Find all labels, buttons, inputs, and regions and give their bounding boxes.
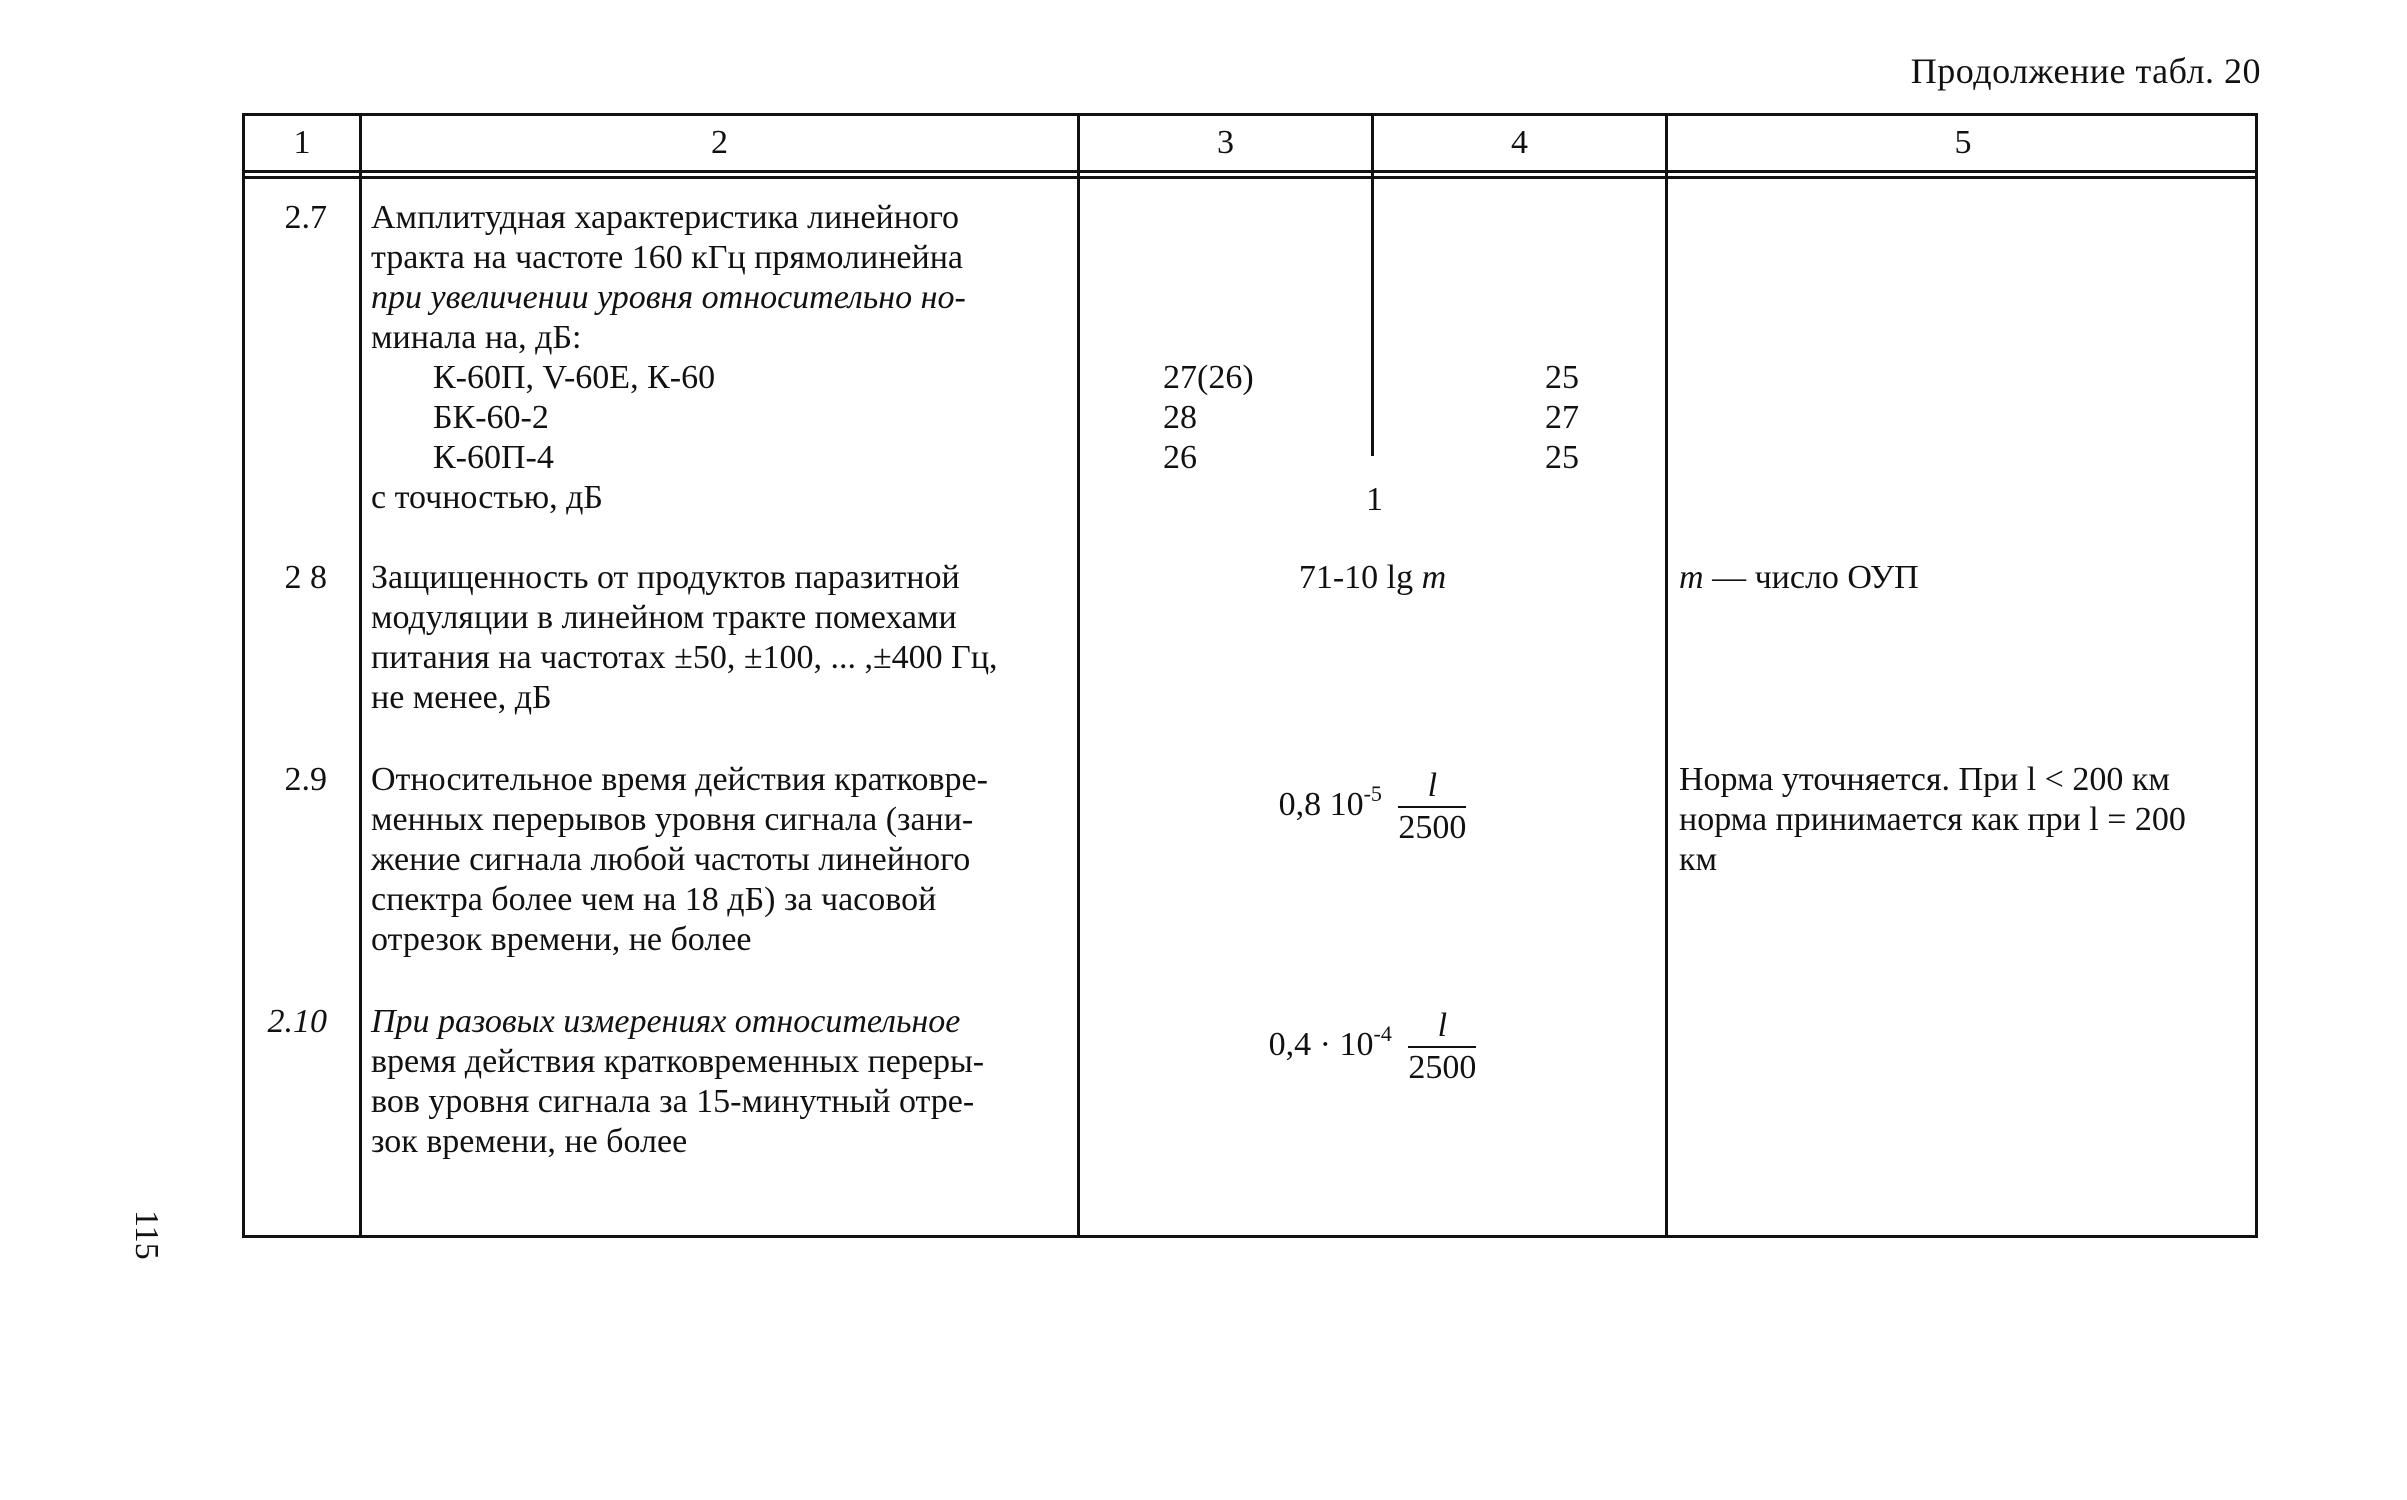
description-line: при увеличении уровня относительно но- bbox=[371, 279, 966, 316]
column-divider bbox=[359, 116, 362, 1235]
value-col3: 26 bbox=[1163, 439, 1197, 476]
note-line: норма принимается как при l = 200 bbox=[1679, 801, 2186, 838]
formula-exponent: -4 bbox=[1373, 1020, 1392, 1046]
description-line: вов уровня сигнала за 15-минутный отре- bbox=[371, 1083, 975, 1120]
sub-item-label: БК-60-2 bbox=[433, 399, 549, 436]
description-line bbox=[371, 1002, 1065, 1042]
fraction bbox=[1398, 766, 1466, 848]
column-header-4: 4 bbox=[1511, 124, 1528, 161]
note-line: км bbox=[1679, 841, 1718, 878]
description-line: минала на, дБ: bbox=[371, 319, 582, 356]
description-line: менных перерывов уровня сигнала (зани- bbox=[371, 801, 974, 838]
formula-coefficient: 0,4 · 10 bbox=[1268, 1025, 1374, 1063]
fraction-numerator: l bbox=[1408, 1006, 1476, 1048]
description-line: тракта на частоте 160 кГц прямолинейна bbox=[371, 239, 963, 276]
description-line: зок времени, не более bbox=[371, 1123, 688, 1160]
formula-text: 71-10 lg bbox=[1298, 559, 1414, 596]
row-description bbox=[371, 1002, 1065, 1162]
row-number: 2.10 bbox=[267, 1003, 327, 1040]
column-divider bbox=[1665, 116, 1668, 1235]
column-header-5: 5 bbox=[1954, 124, 1972, 161]
header-divider bbox=[245, 170, 2255, 173]
note-variable: m bbox=[1679, 559, 1704, 596]
description-line: Амплитудная характеристика линейного bbox=[371, 199, 960, 236]
description-line: отрезок времени, не более bbox=[371, 921, 752, 958]
row-number: 2.7 bbox=[284, 199, 327, 236]
fraction-numerator: l bbox=[1398, 766, 1466, 808]
formula-coefficient: 0,8 10 bbox=[1278, 785, 1364, 823]
fraction-denominator: 2500 bbox=[1408, 1049, 1477, 1086]
formula-exponent: -5 bbox=[1363, 780, 1382, 806]
description-line: не менее, дБ bbox=[371, 679, 552, 716]
header-divider bbox=[245, 176, 2255, 179]
accuracy-label: с точностью, дБ bbox=[371, 479, 603, 516]
value-col4: 25 bbox=[1545, 439, 1579, 476]
row-number: 2.9 bbox=[284, 761, 327, 798]
value-col3: 27(26) bbox=[1163, 359, 1254, 396]
column-header-1: 1 bbox=[293, 124, 311, 161]
row-description bbox=[371, 760, 1065, 960]
fraction-denominator: 2500 bbox=[1398, 809, 1467, 846]
description-line: питания на частотах ±50, ±100, ... ,±400 Гц, bbox=[371, 639, 998, 676]
table-continuation-caption: Продолжение табл. 20 bbox=[1910, 51, 2261, 91]
requirements-table bbox=[242, 113, 2258, 1238]
column-header-3: 3 bbox=[1217, 124, 1234, 161]
column-header-2: 2 bbox=[711, 124, 728, 161]
fraction bbox=[1408, 1006, 1476, 1088]
description-line: жение сигнала любой частоты линейного bbox=[371, 841, 971, 878]
sub-item-label: К-60П-4 bbox=[433, 439, 554, 476]
formula-variable: m bbox=[1421, 559, 1447, 596]
row-description bbox=[371, 198, 1065, 518]
value-col4: 25 bbox=[1545, 359, 1579, 396]
description-line: Защищенность от продуктов паразитной bbox=[371, 559, 960, 596]
description-line: время действия кратковременных переры- bbox=[371, 1043, 985, 1080]
description-line-text: При разовых измерениях относительное bbox=[371, 1003, 961, 1040]
accuracy-value: 1 bbox=[1366, 481, 1383, 518]
note-text: — число ОУП bbox=[1703, 559, 1919, 596]
protection-formula bbox=[1080, 558, 1665, 598]
interruption-formula-single bbox=[1080, 1006, 1665, 1088]
sub-item-label: К-60П, V-60Е, К-60 bbox=[433, 359, 716, 396]
value-col4: 27 bbox=[1545, 399, 1579, 436]
description-line: Относительное время действия кратковре- bbox=[371, 761, 988, 798]
description-line: модуляции в линейном тракте помехами bbox=[371, 599, 957, 636]
row-number: 2 8 bbox=[284, 559, 327, 596]
value-col3: 28 bbox=[1163, 399, 1197, 436]
interruption-formula-hourly bbox=[1080, 766, 1665, 848]
page-number: 115 bbox=[128, 1210, 165, 1260]
row-note bbox=[1679, 760, 2249, 880]
row-description bbox=[371, 558, 1065, 718]
description-line: спектра более чем на 18 дБ) за часовой bbox=[371, 881, 937, 918]
column-divider-partial bbox=[1371, 116, 1374, 456]
row-note bbox=[1679, 558, 2249, 598]
note-line: Норма уточняется. При l < 200 км bbox=[1679, 761, 2170, 798]
